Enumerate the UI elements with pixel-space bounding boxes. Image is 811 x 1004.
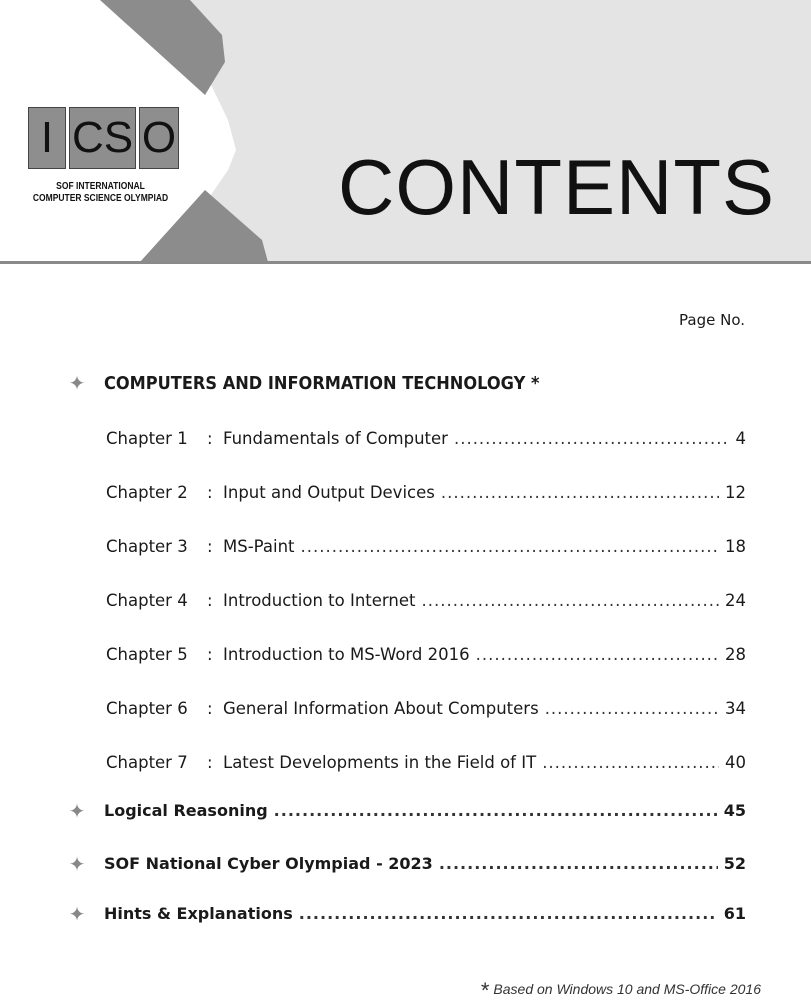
toc-chapter-row[interactable] [106,645,746,664]
section-title: COMPUTERS AND INFORMATION TECHNOLOGY * [104,372,540,394]
page-number: 24 [725,591,746,610]
chapter-title: Introduction to MS-Word 2016 [223,645,470,664]
page-number: 52 [723,854,746,873]
page-number: 40 [725,753,746,772]
dot-leader [545,699,719,718]
toc-entry[interactable] [104,801,746,820]
dot-leader [274,801,718,820]
chapter-title: Fundamentals of Computer [223,429,448,448]
dot-leader [299,904,718,923]
chapter-colon: : [207,537,213,556]
page-number: 61 [723,904,746,923]
logo-letter: CS [69,107,136,169]
dot-leader [301,537,720,556]
star-icon: ✦ [68,371,86,395]
chapter-label: Chapter 1 [106,429,188,448]
logo-letter: I [28,107,66,169]
logo-line: SOF INTERNATIONAL [56,181,145,192]
chapter-title: MS-Paint [223,537,295,556]
logo-caption [30,181,170,205]
page-number: 18 [725,537,746,556]
chapter-label: Chapter 7 [106,753,188,772]
toc-entry-hints [66,903,104,925]
header-divider [0,261,811,264]
chapter-colon: : [207,483,213,502]
star-icon: ✦ [68,799,86,823]
star-icon: ✦ [68,852,86,876]
toc-chapter-row[interactable] [106,699,746,718]
entry-title: SOF National Cyber Olympiad - 2023 [104,854,433,873]
chapter-label: Chapter 3 [106,537,188,556]
page-number: 45 [723,801,746,820]
page-title: CONTENTS [338,143,775,231]
toc-entry-nco [66,853,104,875]
dot-leader [441,483,719,502]
chapter-colon: : [207,699,213,718]
page-number: 4 [735,429,746,448]
page-number: 28 [725,645,746,664]
toc-chapter-row[interactable] [106,429,746,448]
dot-leader [422,591,720,610]
entry-title: Logical Reasoning [104,801,268,820]
footnote-text: Based on Windows 10 and MS-Office 2016 [493,981,761,997]
chapter-colon: : [207,753,213,772]
footnote-marker: * [480,978,490,1003]
toc-entry[interactable] [104,904,746,923]
chapter-label: Chapter 5 [106,645,188,664]
logo-line: COMPUTER SCIENCE OLYMPIAD [32,193,169,204]
toc-chapter-row[interactable] [106,483,746,502]
toc-chapter-row[interactable] [106,753,746,772]
dot-leader [439,854,718,873]
page-number: 34 [725,699,746,718]
toc-entry[interactable] [104,854,746,873]
toc-chapter-row[interactable] [106,591,746,610]
chapter-title: Input and Output Devices [223,483,435,502]
footnote [481,978,761,1004]
bulb-icon [139,107,179,169]
page-number: 12 [725,483,746,502]
chapter-title: Latest Developments in the Field of IT [223,753,537,772]
chapter-title: General Information About Computers [223,699,539,718]
page-no-label: Page No. [679,311,745,329]
dot-leader [542,753,719,772]
chapter-label: Chapter 2 [106,483,188,502]
chapter-colon: : [207,645,213,664]
chapter-colon: : [207,591,213,610]
section-heading [66,372,588,394]
star-icon: ✦ [68,902,86,926]
entry-title: Hints & Explanations [104,904,293,923]
chapter-title: Introduction to Internet [223,591,416,610]
toc-chapter-row[interactable] [106,537,746,556]
logo-letter: O [141,113,177,162]
icso-logo [28,107,179,169]
chapter-label: Chapter 6 [106,699,188,718]
chapter-colon: : [207,429,213,448]
chapter-label: Chapter 4 [106,591,188,610]
dot-leader [476,645,719,664]
dot-leader [454,429,730,448]
